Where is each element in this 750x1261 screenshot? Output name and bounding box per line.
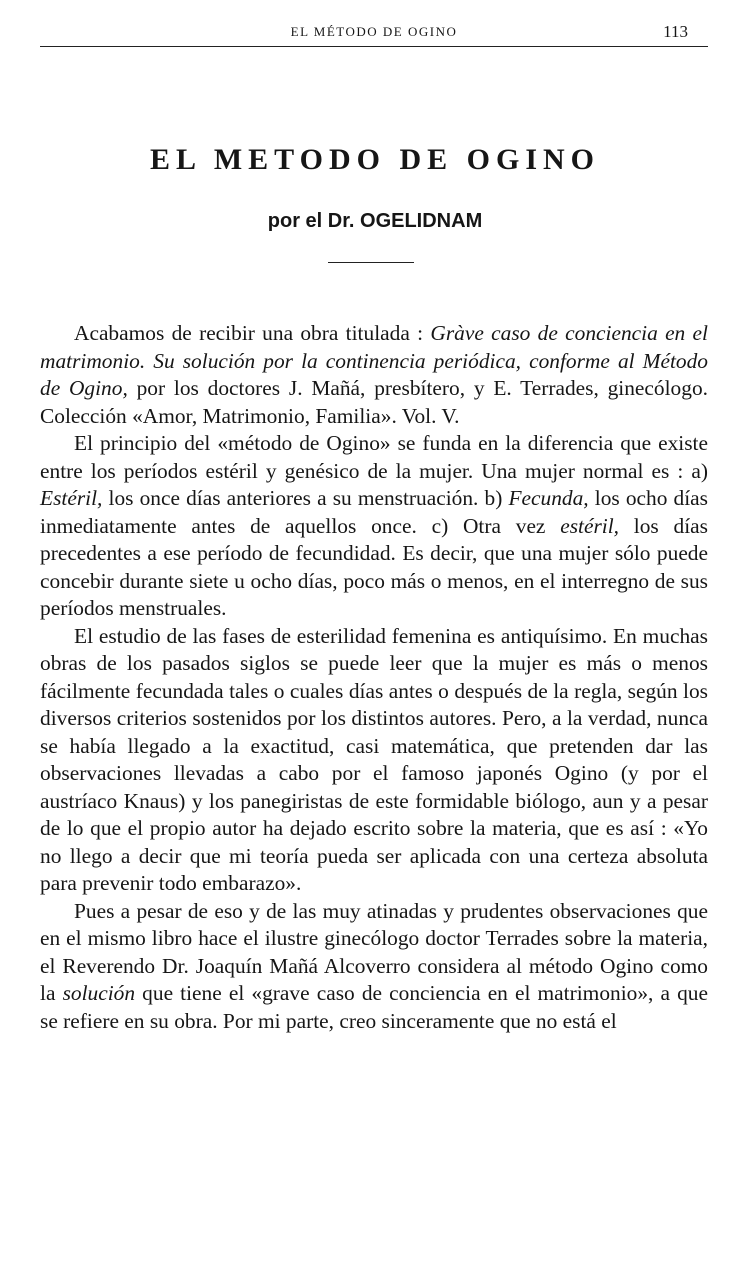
- paragraph-4: [40, 898, 708, 1036]
- article-title: EL METODO DE OGINO: [149, 143, 600, 176]
- paragraph-1: [40, 320, 708, 430]
- text-run: El estudio de las fases de esterilidad femenina es antiquísimo. En muchas obras de los pasados siglos se puede leer que la mujer es más o menos fácilmente fecundada tales o cuales días antes o después de la regla, según los diversos criterios sostenidos por los distintos autores. Pero, a la verdad, nunca se había llegado a la exactitud, casi matemática, que pretenden dar las observaciones llevadas a cabo por el famoso japonés Ogino (y por el austríaco Knaus) y los panegiristas de este formidable biólogo, aun y a pesar de lo que el propio autor ha dejado escrito sobre la materia, que es así : «Yo no llego a decir que mi teoría pueda ser aplicada con una certeza absoluta para prevenir todo embarazo».: [40, 623, 708, 895]
- article-byline: por el Dr. OGELIDNAM: [267, 210, 483, 232]
- running-title: EL MÉTODO DE OGINO: [290, 24, 458, 39]
- paragraph-3: [40, 623, 708, 898]
- text-run: por los doctores J. Mañá, presbítero, y E. Terrades, ginecólogo. Colección «Amor, Matrimonio, Familia». Vol. V.: [40, 376, 708, 428]
- text-run: Acabamos de recibir una obra titulada :: [74, 321, 431, 345]
- italic-text-run: estéril,: [560, 513, 620, 538]
- italic-text-run: Gràve caso de conciencia en el matrimonio. Su solución por la continencia periódica, conforme al Método de Ogino,: [40, 321, 708, 400]
- text-run: Pues a pesar de eso y de las muy atinadas y prudentes observaciones que en el mismo libro hace el ilustre ginecólogo doctor Terrades sobre la materia, el Reverendo Dr. Joaquín Mañá Alcoverro considera al método Ogino como la: [40, 898, 708, 1005]
- text-run: que tiene el «grave caso de conciencia en el matrimonio», a que se refiere en su obra. Por mi parte, creo sinceramente que no está el: [40, 981, 708, 1033]
- paragraph-2: [40, 430, 708, 623]
- title-divider: [328, 262, 414, 263]
- page-number: 113: [663, 22, 688, 41]
- italic-text-run: Fecunda,: [508, 486, 589, 510]
- text-run: los once días anteriores a su menstruación. b): [102, 486, 509, 510]
- italic-text-run: solución: [62, 981, 136, 1005]
- text-run: los ocho días inmediatamente antes de aquellos once. c) Otra vez: [40, 486, 708, 538]
- running-header: [40, 22, 708, 47]
- article-body: [40, 320, 708, 1035]
- italic-text-run: Estéril,: [40, 486, 103, 510]
- text-run: El principio del «método de Ogino» se funda en la diferencia que existe entre los períodos estéril y genésico de la mujer. Una mujer normal es : a): [40, 431, 708, 483]
- text-run: los días precedentes a ese período de fecundidad. Es decir, que una mujer sólo puede concebir durante siete u ocho días, poco más o menos, en el interregno de sus períodos menstruales.: [40, 513, 708, 620]
